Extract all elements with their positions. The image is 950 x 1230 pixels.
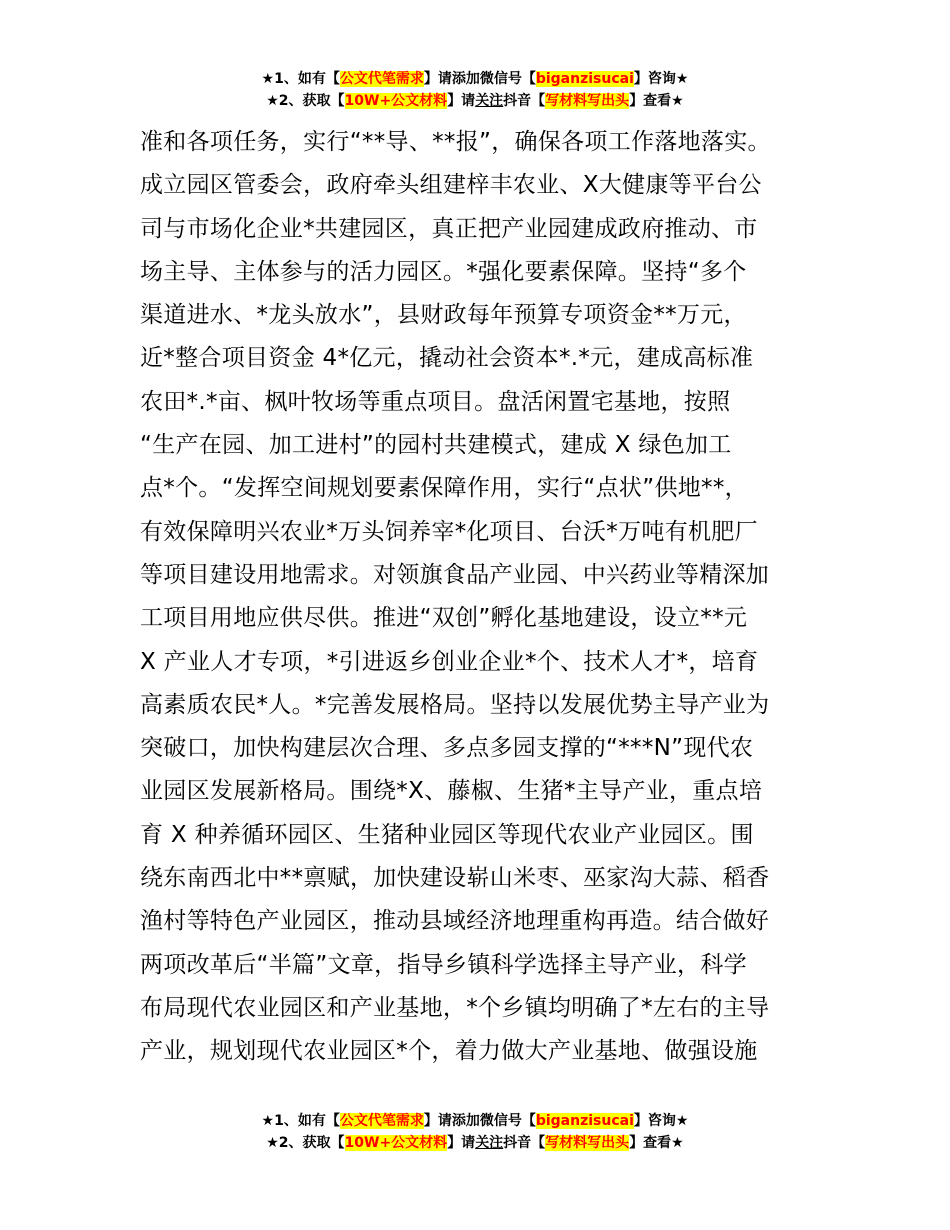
banner-text: 】查看★ xyxy=(629,93,684,109)
highlight-wechat-id: biganzisucai xyxy=(535,1113,634,1129)
body-line: 两项改革后“半篇”文章，指导乡镇科学选择主导产业，科学 xyxy=(140,951,747,978)
body-line: 业园区发展新格局。围绕*X、藤椒、生猪*主导产业，重点培 xyxy=(140,778,763,805)
header-banner-line-1 xyxy=(0,68,950,90)
highlight-douyin-account: 写材料写出头 xyxy=(545,93,630,109)
body-line: 渔村等特色产业园区，推动县域经济地理重构再造。结合做好 xyxy=(140,908,770,935)
body-line: 产业，规划现代农业园区*个，着力做大产业基地、做强设施 xyxy=(140,1038,758,1065)
banner-text: 】请添加微信号【 xyxy=(423,1113,536,1129)
body-line: 司与市场化企业*共建园区，真正把产业园建成政府推动、市 xyxy=(140,215,758,242)
banner-text: 】请 xyxy=(447,93,476,109)
footer-banner xyxy=(0,1110,950,1154)
header-banner xyxy=(0,68,950,112)
highlight-wechat-id: biganzisucai xyxy=(535,71,634,87)
underlined-follow: 关注 xyxy=(475,1135,504,1151)
highlight-ghostwriting: 公文代笔需求 xyxy=(339,1113,424,1129)
body-line: 绕东南西北中**禀赋，加快建设崭山米枣、巫家沟大蒜、稻香 xyxy=(140,865,770,892)
header-banner-line-2 xyxy=(0,90,950,112)
body-line: 高素质农民*人。*完善发展格局。坚持以发展优势主导产业为 xyxy=(140,691,770,718)
document-body xyxy=(140,121,840,1074)
banner-text: 】请添加微信号【 xyxy=(423,71,536,87)
highlight-materials: 10W+公文材料 xyxy=(344,93,448,109)
body-line: 农田*.*亩、枫叶牧场等重点项目。盘活闲置宅基地，按照 xyxy=(140,388,731,415)
body-line: 布局现代农业园区和产业基地，*个乡镇均明确了*左右的主导 xyxy=(140,994,770,1021)
underlined-follow: 关注 xyxy=(475,93,504,109)
banner-text: 抖音【 xyxy=(503,93,546,109)
body-line: 育 X 种养循环园区、生猪种业园区等现代农业产业园区。围 xyxy=(140,821,754,848)
footer-banner-line-2 xyxy=(0,1132,950,1154)
body-line: 等项目建设用地需求。对领旗食品产业园、中兴药业等精深加 xyxy=(140,561,770,588)
highlight-ghostwriting: 公文代笔需求 xyxy=(339,71,424,87)
banner-text: ★2、获取【 xyxy=(266,93,345,109)
highlight-materials: 10W+公文材料 xyxy=(344,1135,448,1151)
body-line: 成立园区管委会，政府牵头组建梓丰农业、X大健康等平台公 xyxy=(140,172,762,199)
body-line: 突破口，加快构建层次合理、多点多园支撑的“***N”现代农 xyxy=(140,735,754,762)
body-line: X 产业人才专项，*引进返乡创业企业*个、技术人才*，培育 xyxy=(140,648,759,675)
body-line: 工项目用地应供尽供。推进“双创”孵化基地建设，设立**元 xyxy=(140,605,748,632)
body-line: 场主导、主体参与的活力园区。*强化要素保障。坚持“多个 xyxy=(140,258,747,285)
body-line: 近*整合项目资金 4*亿元，撬动社会资本*.*元，建成高标准 xyxy=(140,345,754,372)
banner-text: ★1、如有【 xyxy=(261,1113,340,1129)
banner-text: 抖音【 xyxy=(503,1135,546,1151)
banner-text: 】查看★ xyxy=(629,1135,684,1151)
banner-text: 】请 xyxy=(447,1135,476,1151)
banner-text: 】咨询★ xyxy=(633,71,689,87)
highlight-douyin-account: 写材料写出头 xyxy=(545,1135,630,1151)
body-line: 渠道进水、*龙头放水”，县财政每年预算专项资金**万元， xyxy=(140,302,747,329)
banner-text: ★1、如有【 xyxy=(261,71,340,87)
footer-banner-line-1 xyxy=(0,1110,950,1132)
banner-text: 】咨询★ xyxy=(633,1113,689,1129)
body-line: “生产在园、加工进村”的园村共建模式，建成 X 绿色加工 xyxy=(140,432,732,459)
body-line: 准和各项任务，实行“**导、**报”，确保各项工作落地落实。 xyxy=(140,129,771,155)
banner-text: ★2、获取【 xyxy=(266,1135,345,1151)
body-line: 有效保障明兴农业*万头饲养宰*化项目、台沃*万吨有机肥厂 xyxy=(140,518,758,545)
body-line: 点*个。“发挥空间规划要素保障作用，实行“点状”供地**， xyxy=(140,475,748,502)
